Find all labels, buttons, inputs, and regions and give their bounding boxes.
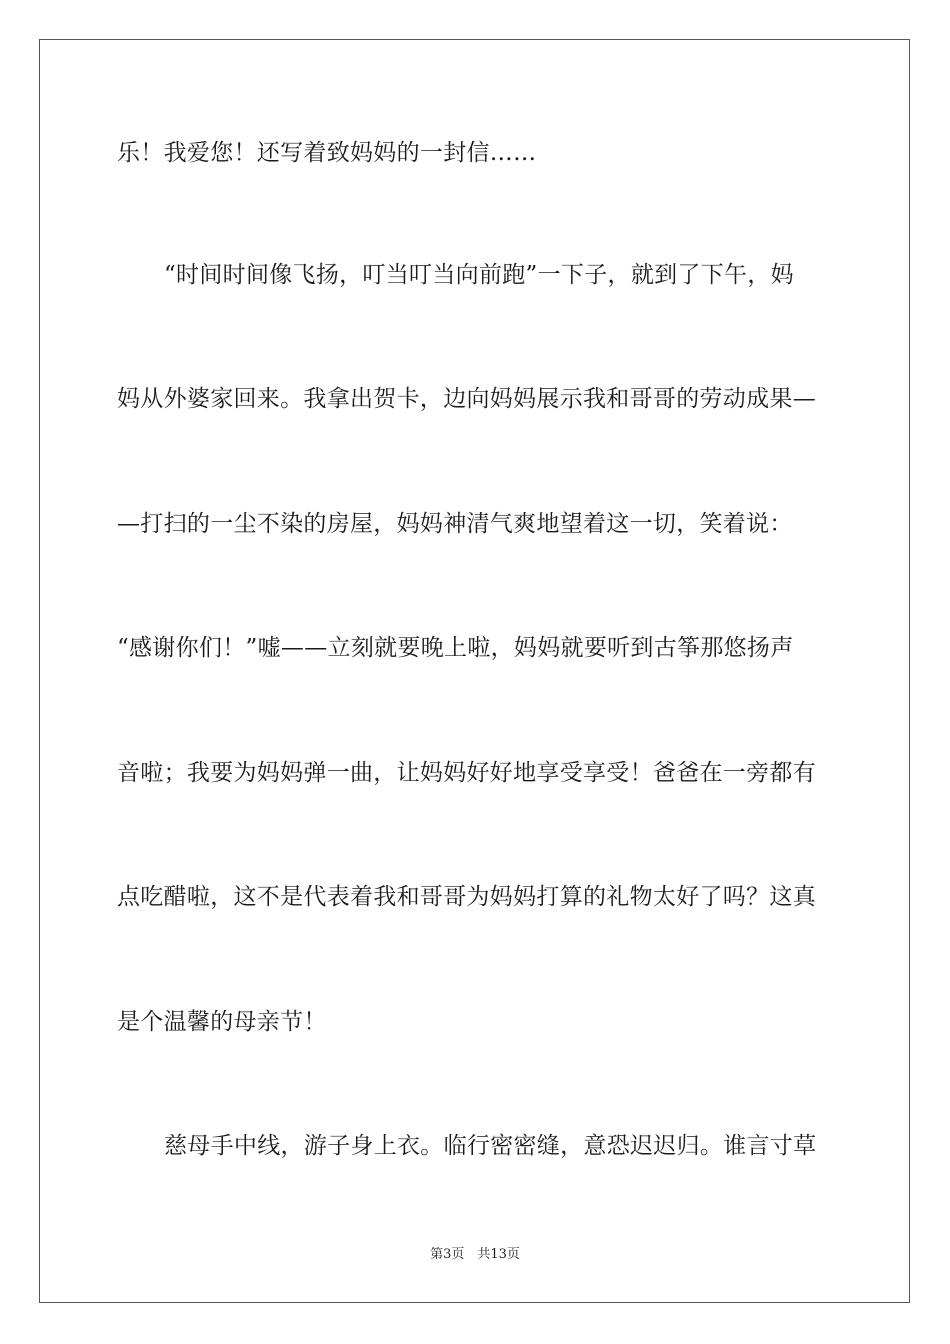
text-line-3: 妈从外婆家回来。我拿出贺卡，边向妈妈展示我和哥哥的劳动成果— — [117, 386, 816, 412]
text-line-4: —打扫的一尘不染的房屋，妈妈神清气爽地望着这一切，笑着说： — [117, 511, 793, 537]
page-number-footer: 第3页 共13页 — [430, 1247, 520, 1262]
text-line-6: 音啦；我要为妈妈弹一曲，让妈妈好好地享受享受！爸爸在一旁都有 — [117, 760, 816, 786]
text-line-5: “感谢你们！”嘘——立刻就要晚上啦，妈妈就要听到古筝那悠扬声 — [117, 635, 794, 661]
text-line-7: 点吃醋啦，这不是代表着我和哥哥为妈妈打算的礼物太好了吗？这真 — [117, 884, 816, 910]
text-line-2: “时间时间像飞扬，叮当叮当向前跑”一下子，就到了下午，妈 — [164, 262, 794, 288]
text-line-1: 乐！我爱您！还写着致妈妈的一封信…… — [117, 140, 537, 166]
page-border — [39, 39, 910, 1303]
text-line-8: 是个温馨的母亲节！ — [117, 1009, 327, 1035]
text-line-9: 慈母手中线，游子身上衣。临行密密缝，意恐迟迟归。谁言寸草 — [164, 1133, 817, 1159]
